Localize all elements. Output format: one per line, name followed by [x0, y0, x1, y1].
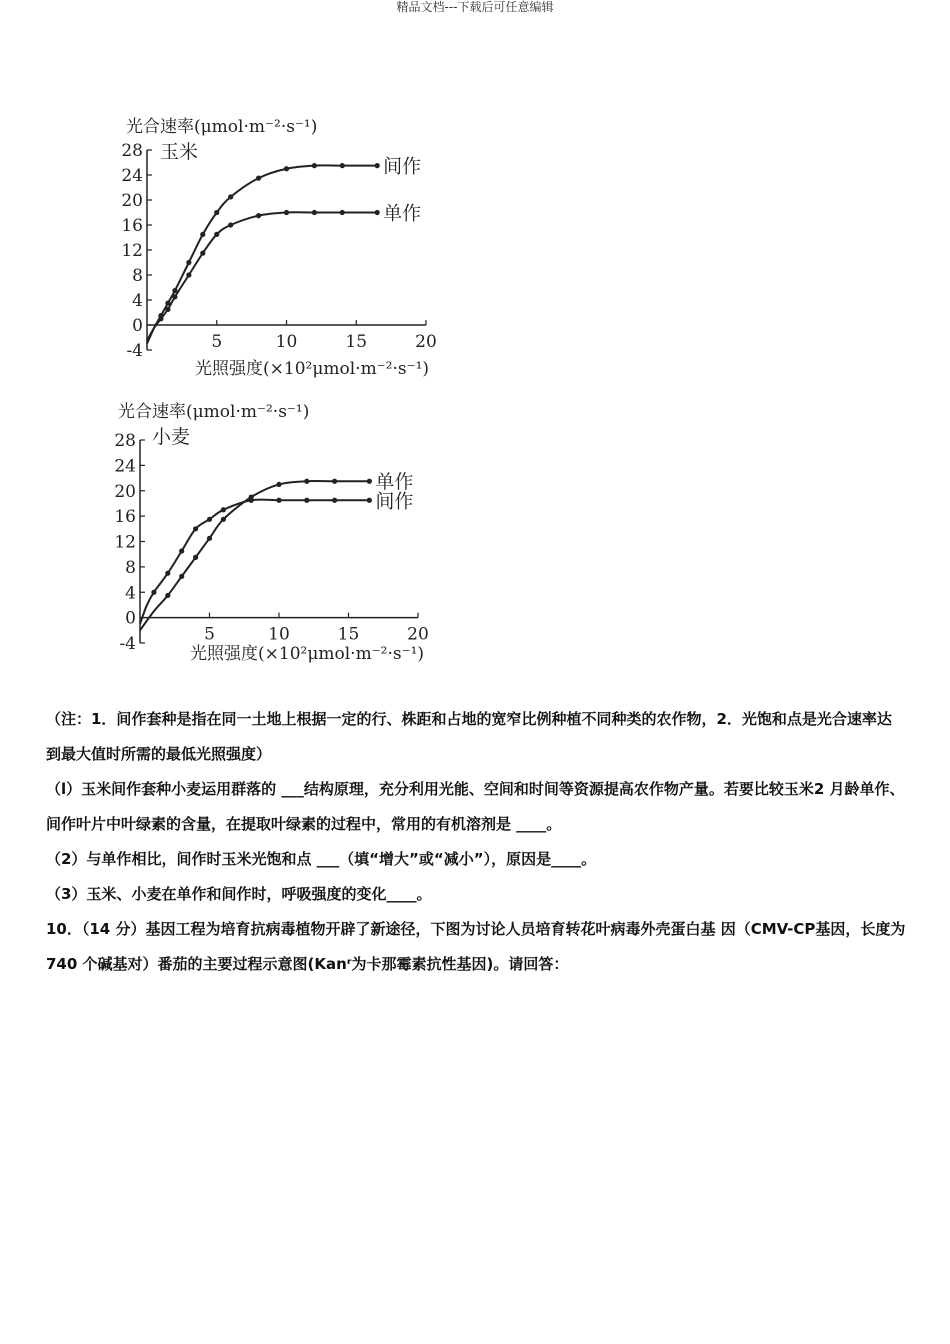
panel-label: 玉米 — [160, 141, 199, 163]
wheat-photosynthesis-chart — [100, 395, 460, 670]
data-point — [214, 232, 219, 237]
y-tick-label: 8 — [132, 266, 143, 286]
y-tick-label: 8 — [125, 557, 136, 578]
data-point — [284, 210, 289, 215]
y-tick-label: 16 — [114, 507, 136, 528]
y-tick-label: -4 — [126, 341, 143, 361]
y-tick-label: 28 — [121, 141, 143, 161]
series-line — [140, 481, 369, 630]
series-label: 单作 — [375, 471, 414, 494]
series-line — [140, 500, 369, 624]
question-1: （l）玉米间作套种小麦运用群落的 ___结构原理，充分利用光能、空间和时间等资源提高农作物产量。若要比较玉米2 月龄单作、间作叶片中叶绿素的含量，在提取叶绿素的过程中，常用的有机溶剂是 ____。 — [46, 780, 905, 833]
y-tick-label: -4 — [119, 634, 136, 654]
x-tick-label: 15 — [345, 332, 368, 352]
y-tick-label: 0 — [132, 316, 143, 336]
data-point — [256, 176, 261, 181]
data-point — [340, 163, 345, 168]
data-point — [228, 194, 233, 199]
question-text — [46, 702, 906, 982]
data-point — [214, 210, 219, 215]
data-point — [179, 548, 184, 553]
x-tick-label: 20 — [407, 624, 429, 645]
data-point — [276, 498, 281, 503]
y-tick-label: 28 — [114, 431, 136, 451]
y-tick-label: 20 — [114, 481, 136, 502]
y-tick-label: 12 — [114, 532, 136, 553]
data-point — [151, 590, 156, 595]
page-header: 精品文档---下载后可任意编辑 — [396, 0, 554, 14]
y-tick-label: 24 — [114, 456, 136, 477]
data-point — [165, 571, 170, 576]
series-group — [147, 156, 421, 344]
data-point — [193, 526, 198, 531]
data-point — [375, 210, 380, 215]
question-3: （3）玉米、小麦在单作和间作时，呼吸强度的变化____。 — [46, 885, 432, 903]
x-tick-label: 10 — [268, 624, 290, 645]
data-point — [312, 210, 317, 215]
y-tick-label: 4 — [132, 291, 143, 311]
data-point — [332, 498, 337, 503]
data-point — [221, 517, 226, 522]
data-point — [207, 536, 212, 541]
data-point — [193, 555, 198, 560]
data-point — [186, 272, 191, 277]
data-point — [304, 498, 309, 503]
question-2: （2）与单作相比，间作时玉米光饱和点 ___（填“增大”或“减小”），原因是____。 — [46, 850, 597, 868]
data-point — [165, 593, 170, 598]
data-point — [221, 507, 226, 512]
y-tick-label: 0 — [125, 608, 136, 629]
data-point — [186, 260, 191, 265]
data-point — [340, 210, 345, 215]
x-tick-label: 20 — [415, 332, 437, 352]
data-point — [284, 166, 289, 171]
data-point — [179, 574, 184, 579]
data-point — [304, 479, 309, 484]
y-axis-title: 光合速率(μmol·m⁻²·s⁻¹) — [118, 402, 310, 422]
question-10: 10．（14 分）基因工程为培育抗病毒植物开辟了新途径，下图为讨论人员培育转花叶病毒外壳蛋白基 因（CMV-CP基因，长度为 740 个碱基对）番茄的主要过程示意图(Kanʳ为卡那霉素抗性基因)。请回答： — [46, 920, 906, 973]
corn-photosynthesis-chart — [100, 110, 460, 385]
data-point — [367, 479, 372, 484]
y-tick-label: 24 — [121, 166, 143, 186]
x-axis-title: 光照强度(×10²μmol·m⁻²·s⁻¹) — [195, 359, 430, 379]
x-axis-title: 光照强度(×10²μmol·m⁻²·s⁻¹) — [190, 644, 425, 664]
x-tick-label: 5 — [211, 332, 223, 352]
data-point — [165, 307, 170, 312]
tick-group — [114, 431, 428, 654]
data-point — [200, 251, 205, 256]
x-tick-label: 10 — [275, 332, 298, 352]
series-line — [147, 165, 377, 343]
data-point — [200, 232, 205, 237]
y-tick-label: 4 — [125, 583, 136, 604]
x-tick-label: 5 — [204, 624, 215, 645]
y-tick-label: 12 — [121, 241, 143, 261]
data-point — [367, 498, 372, 503]
y-axis-title: 光合速率(μmol·m⁻²·s⁻¹) — [126, 117, 318, 137]
data-point — [312, 163, 317, 168]
data-point — [228, 222, 233, 227]
data-point — [332, 479, 337, 484]
x-tick-label: 15 — [337, 624, 360, 645]
data-point — [207, 517, 212, 522]
data-point — [276, 482, 281, 487]
note-paragraph: （注：1．间作套种是指在同一土地上根据一定的行、株距和占地的宽窄比例种植不同种类的农作物，2．光饱和点是光合速率达到最大值时所需的最低光照强度） — [46, 710, 892, 763]
data-point — [375, 163, 380, 168]
series-label: 间作 — [383, 155, 422, 178]
series-group — [140, 471, 413, 630]
series-label: 单作 — [383, 202, 422, 225]
data-point — [172, 294, 177, 299]
series-label: 间作 — [375, 490, 414, 513]
data-point — [249, 498, 254, 503]
panel-label: 小麦 — [152, 426, 191, 448]
data-point — [158, 316, 163, 321]
data-point — [256, 213, 261, 218]
y-tick-label: 16 — [121, 216, 143, 236]
y-tick-label: 20 — [121, 191, 143, 211]
